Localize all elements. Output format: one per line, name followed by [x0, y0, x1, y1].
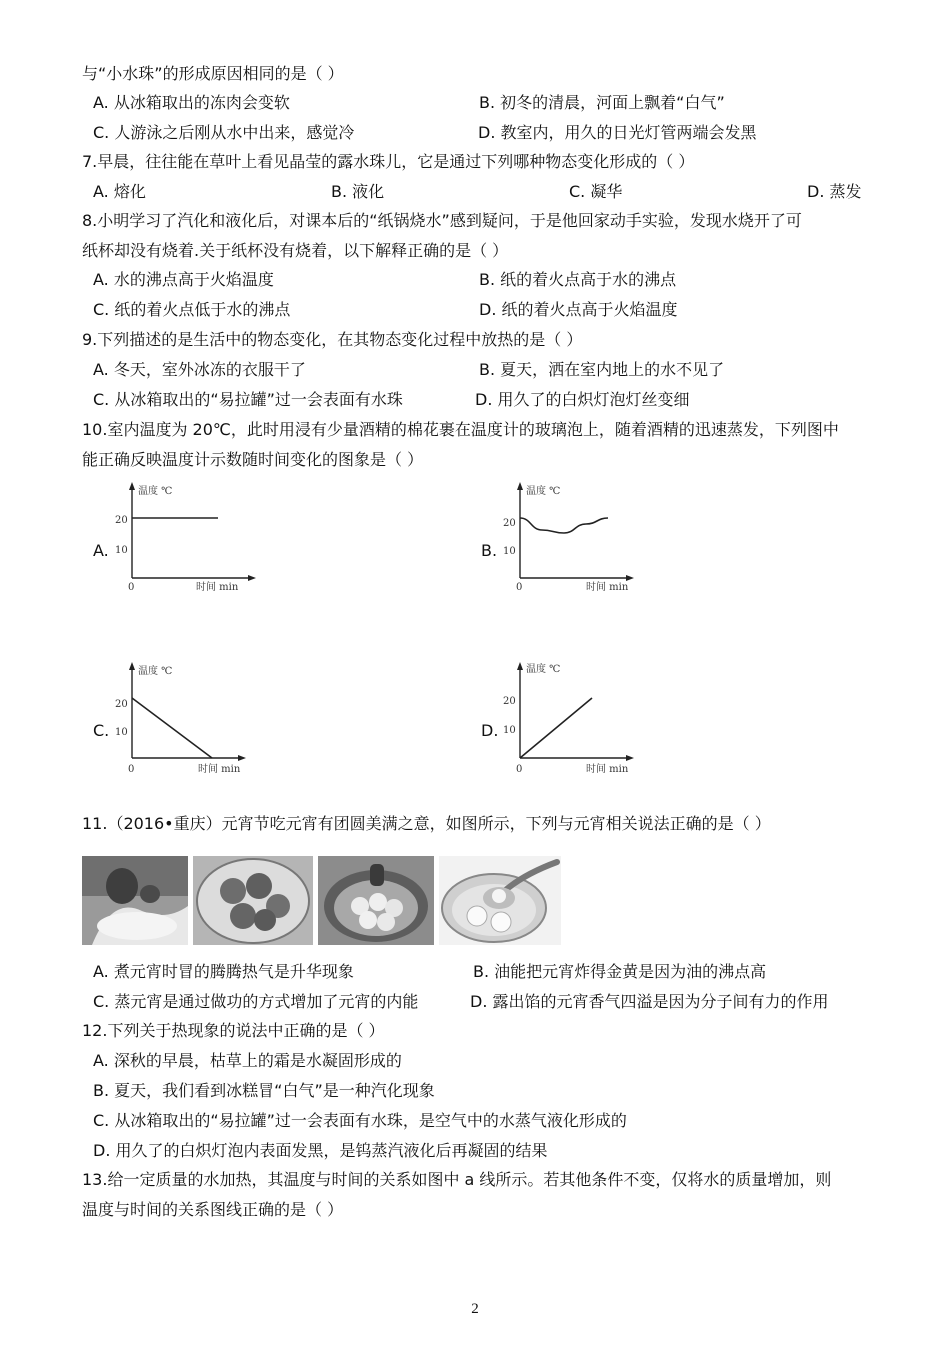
graph-b-origin: 0	[516, 582, 523, 593]
graph-a-tick-20: 20	[115, 515, 128, 526]
q6-stem: 与“小水珠”的形成原因相同的是（ ）	[82, 64, 344, 83]
graph-c-x-title: 时间 min	[198, 764, 241, 775]
graph-d-x-title: 时间 min	[586, 764, 629, 775]
graph-d-x-arrow	[626, 755, 634, 761]
graph-d-label: D.	[481, 721, 499, 740]
graph-a-origin: 0	[128, 582, 135, 593]
q12-option-b: B. 夏天，我们看到冰糕冒“白气”是一种汽化现象	[93, 1081, 435, 1100]
q9-option-a: A. 冬天，室外冰冻的衣服干了	[93, 360, 306, 379]
q7-option-d: D. 蒸发	[807, 182, 862, 201]
graph-d-svg	[498, 658, 648, 778]
q13-stem-line1: 13.给一定质量的水加热，其温度与时间的关系如图中 a 线所示。若其他条件不变，仅将水的质量增加，则	[82, 1170, 832, 1189]
q8-stem-line1: 8.小明学习了汽化和液化后，对课本后的“纸锅烧水”感到疑问，于是他回家动手实验，发现水烧开了可	[82, 211, 802, 230]
q11-stem: 11.（2016•重庆）元宵节吃元宵有团圆美满之意，如图所示，下列与元宵相关说法正确的是（ ）	[82, 814, 771, 833]
graph-b-x-arrow	[626, 575, 634, 581]
q9-option-c: C. 从冰箱取出的“易拉罐”过一会表面有水珠	[93, 390, 403, 409]
graph-d-curve	[520, 698, 592, 758]
graph-d-y-arrow	[517, 662, 523, 670]
page-number: 2	[471, 1301, 479, 1317]
q6-option-d: D. 教室内，用久的日光灯管两端会发黑	[478, 123, 757, 142]
graph-a	[110, 478, 260, 598]
graph-a-svg	[110, 478, 260, 598]
graph-b-svg	[498, 478, 648, 598]
q12-option-c: C. 从冰箱取出的“易拉罐”过一会表面有水珠，是空气中的水蒸气液化形成的	[93, 1111, 627, 1130]
graph-c-y-title: 温度 ℃	[138, 666, 173, 677]
graph-c-svg	[110, 658, 260, 778]
graph-d-y-title: 温度 ℃	[526, 664, 561, 675]
q6-option-a: A. 从冰箱取出的冻肉会变软	[93, 93, 290, 112]
q9-option-b: B. 夏天，洒在室内地上的水不见了	[479, 360, 725, 379]
q12-stem: 12.下列关于热现象的说法中正确的是（ ）	[82, 1021, 385, 1040]
photo-steamed-yuanxiao	[318, 856, 434, 945]
q11-option-a: A. 煮元宵时冒的腾腾热气是升华现象	[93, 962, 354, 981]
graph-a-y-arrow	[129, 482, 135, 490]
graph-a-y-title: 温度 ℃	[138, 486, 173, 497]
q8-option-a: A. 水的沸点高于火焰温度	[93, 270, 274, 289]
photo-yuanxiao-bowl-image	[439, 856, 561, 945]
q6-option-c: C. 人游泳之后刚从水中出来，感觉冷	[93, 123, 355, 142]
graph-c-y-arrow	[129, 662, 135, 670]
graph-b-tick-10: 10	[503, 546, 516, 557]
graph-b-label: B.	[481, 541, 498, 560]
graph-c-x-arrow	[238, 755, 246, 761]
graph-a-tick-10: 10	[115, 545, 128, 556]
q7-stem: 7.早晨，往往能在草叶上看见晶莹的露水珠儿，它是通过下列哪种物态变化形成的（ ）	[82, 152, 695, 171]
photo-boiling-yuanxiao	[82, 856, 188, 945]
q11-option-c: C. 蒸元宵是通过做功的方式增加了元宵的内能	[93, 992, 419, 1011]
q8-option-c: C. 纸的着火点低于水的沸点	[93, 300, 291, 319]
graph-c-tick-10: 10	[115, 727, 128, 738]
photo-boiling-yuanxiao-image	[82, 856, 188, 945]
photo-fried-yuanxiao-image	[193, 856, 313, 945]
graph-d-origin: 0	[516, 764, 523, 775]
graph-b-tick-20: 20	[503, 518, 516, 529]
q7-option-b: B. 液化	[331, 182, 385, 201]
q7-option-a: A. 熔化	[93, 182, 146, 201]
q12-option-a: A. 深秋的早晨，枯草上的霜是水凝固形成的	[93, 1051, 402, 1070]
graph-a-x-title: 时间 min	[196, 582, 239, 593]
q8-stem-line2: 纸杯却没有烧着.关于纸杯没有烧着，以下解释正确的是（ ）	[82, 241, 509, 260]
q8-option-b: B. 纸的着火点高于水的沸点	[479, 270, 677, 289]
graph-d	[498, 658, 648, 778]
q9-option-d: D. 用久了的白炽灯泡灯丝变细	[475, 390, 690, 409]
q8-option-d: D. 纸的着火点高于火焰温度	[479, 300, 678, 319]
graph-d-tick-20: 20	[503, 696, 516, 707]
q10-stem-line1: 10.室内温度为 20℃，此时用浸有少量酒精的棉花裹在温度计的玻璃泡上，随着酒精的迅速蒸发，下列图中	[82, 420, 839, 439]
graph-c-curve	[132, 698, 212, 758]
graph-b	[498, 478, 648, 598]
graph-c-origin: 0	[128, 764, 135, 775]
graph-d-tick-10: 10	[503, 725, 516, 736]
photo-yuanxiao-bowl	[439, 856, 561, 945]
q10-stem-line2: 能正确反映温度计示数随时间变化的图象是（ ）	[82, 450, 424, 469]
q12-option-d: D. 用久了的白炽灯泡内表面发黑，是钨蒸汽液化后再凝固的结果	[93, 1141, 548, 1160]
graph-b-curve	[520, 518, 608, 533]
graph-a-label: A.	[93, 541, 109, 560]
q11-option-b: B. 油能把元宵炸得金黄是因为油的沸点高	[473, 962, 767, 981]
q11-option-d: D. 露出馅的元宵香气四溢是因为分子间有力的作用	[470, 992, 829, 1011]
photo-steamed-yuanxiao-image	[318, 856, 434, 945]
graph-b-y-arrow	[517, 482, 523, 490]
q9-stem: 9.下列描述的是生活中的物态变化，在其物态变化过程中放热的是（ ）	[82, 330, 583, 349]
graph-c-label: C.	[93, 721, 110, 740]
graph-c-tick-20: 20	[115, 699, 128, 710]
photo-fried-yuanxiao	[193, 856, 313, 945]
q13-stem-line2: 温度与时间的关系图线正确的是（ ）	[82, 1200, 344, 1219]
graph-b-y-title: 温度 ℃	[526, 486, 561, 497]
graph-c	[110, 658, 260, 778]
q6-option-b: B. 初冬的清晨，河面上飘着“白气”	[479, 93, 725, 112]
graph-a-x-arrow	[248, 575, 256, 581]
graph-b-x-title: 时间 min	[586, 582, 629, 593]
q7-option-c: C. 凝华	[569, 182, 623, 201]
